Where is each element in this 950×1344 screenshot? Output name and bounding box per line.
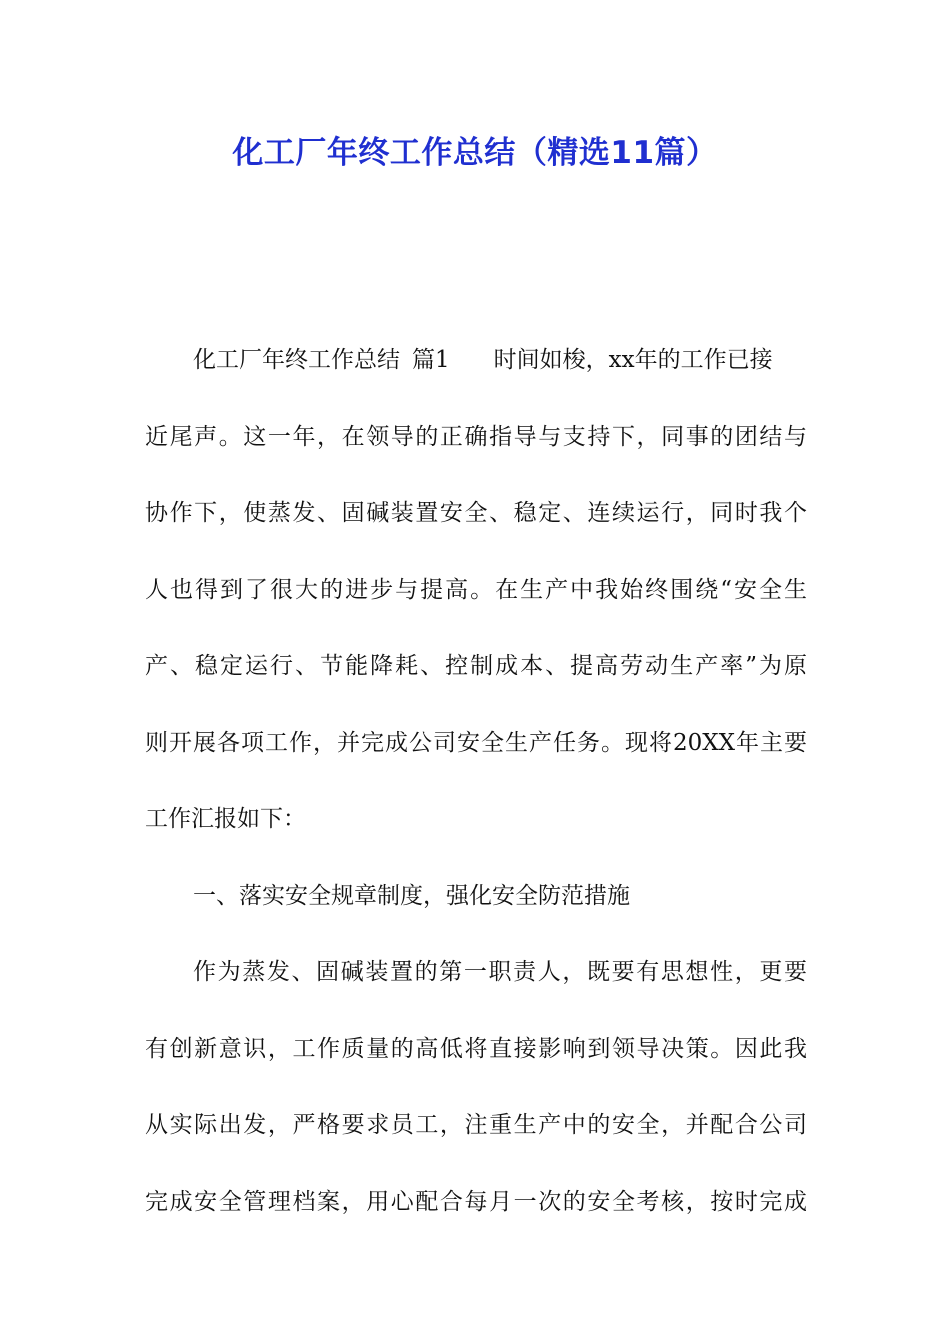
paragraph-line: 协作下，使蒸发、固碱装置安全、稳定、连续运行，同时我个 — [145, 500, 807, 526]
paragraph-text: 时间如梭，xx年的工作已接 — [493, 347, 773, 373]
document-body — [145, 334, 807, 1252]
paragraph-line: 完成安全管理档案，用心配合每月一次的安全考核，按时完成 — [145, 1188, 807, 1215]
section-heading: 一、落实安全规章制度，强化安全防范措施 — [193, 882, 630, 909]
paragraph-line: 工作汇报如下： — [145, 806, 306, 832]
paragraph-line — [145, 334, 807, 386]
paragraph-line: 产、稳定运行、节能降耗、控制成本、提高劳动生产率”为原 — [145, 653, 807, 679]
paragraph-line: 有创新意识，工作质量的高低将直接影响到领导决策。因此我 — [145, 1035, 807, 1062]
paragraph-line: 人也得到了很大的进步与提高。在生产中我始终围绕“安全生 — [145, 576, 807, 603]
section-heading-inline: 化工厂年终工作总结 — [193, 347, 400, 373]
section-number: 篇1 — [412, 347, 450, 373]
paragraph-line: 则开展各项工作，并完成公司安全生产任务。现将20XX年主要 — [145, 729, 807, 756]
paragraph-line: 作为蒸发、固碱装置的第一职责人，既要有思想性，更要 — [193, 959, 807, 985]
document-title: 化工厂年终工作总结（精选11篇） — [232, 135, 718, 171]
paragraph-line: 从实际出发，严格要求员工，注重生产中的安全，并配合公司 — [145, 1112, 807, 1138]
paragraph-line: 近尾声。这一年，在领导的正确指导与支持下，同事的团结与 — [145, 423, 807, 450]
